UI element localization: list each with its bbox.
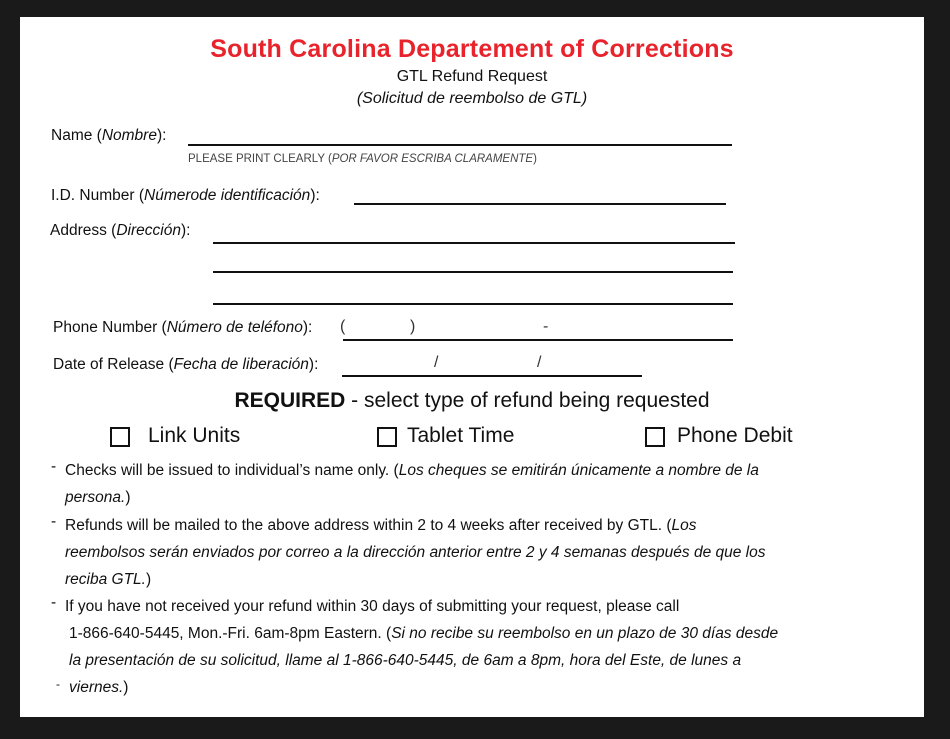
phone-debit-checkbox[interactable] <box>645 427 665 447</box>
phone-label: Phone Number (Número de teléfono): <box>53 319 313 336</box>
phone-field[interactable] <box>343 339 733 341</box>
id-number-label: I.D. Number (Númerode identificación): <box>51 187 320 204</box>
form-sheet <box>20 17 924 717</box>
option-link-units[interactable]: Link Units <box>110 424 240 448</box>
phone-area-close: ) <box>410 318 416 335</box>
phone-separator: - <box>543 318 549 335</box>
id-number-field[interactable] <box>354 203 726 205</box>
note-3-end-mark: - <box>56 677 60 691</box>
release-date-label: Date of Release (Fecha de liberación): <box>53 356 319 373</box>
required-instruction: REQUIRED - select type of refund being requested <box>234 389 710 412</box>
name-field[interactable] <box>188 144 732 146</box>
address-line-1[interactable] <box>213 242 735 244</box>
note-3-bullet: - <box>51 594 57 611</box>
name-label: Name (Nombre): <box>51 127 167 144</box>
form-subtitle: GTL Refund Request <box>396 68 548 85</box>
release-date-field[interactable] <box>342 375 642 377</box>
note-contact: If you have not received your refund within 30 days of submitting your request, please call 1-866-640-5445, Mon.-Fri. 6am-8pm Eastern. (Si no recibe su reembolso en un plazo de 30 días desde la presentación de su solicitud, llame al 1-866-640-5445, de 6am a 8pm, hora del Este, de lunes a viernes.) <box>65 598 779 696</box>
form-subtitle-spanish: (Solicitud de reembolso de GTL) <box>356 90 588 107</box>
address-line-3[interactable] <box>213 303 733 305</box>
release-date-separator-1: / <box>434 354 439 371</box>
note-2-bullet: - <box>51 513 57 530</box>
phone-area-open: ( <box>340 318 346 335</box>
name-hint: PLEASE PRINT CLEARLY (POR FAVOR ESCRIBA CLARAMENTE) <box>188 153 537 165</box>
link-units-checkbox[interactable] <box>110 427 130 447</box>
option-phone-debit[interactable]: Phone Debit <box>645 424 793 448</box>
note-1-bullet: - <box>51 458 57 475</box>
tablet-time-checkbox[interactable] <box>377 427 397 447</box>
form-title: South Carolina Departement of Corrections <box>210 35 734 63</box>
address-line-2[interactable] <box>213 271 733 273</box>
release-date-separator-2: / <box>537 354 542 371</box>
note-mailing: Refunds will be mailed to the above address within 2 to 4 weeks after received by GTL. (Los reembolsos serán enviados por correo a la dirección anterior entre 2 y 4 semanas después de que los reciba GTL.) <box>65 517 766 588</box>
option-tablet-time[interactable]: Tablet Time <box>377 424 514 448</box>
note-checks: Checks will be issued to individual’s name only. (Los cheques se emitirán únicamente a nombre de la persona.) <box>65 462 759 506</box>
address-label: Address (Dirección): <box>50 222 191 239</box>
